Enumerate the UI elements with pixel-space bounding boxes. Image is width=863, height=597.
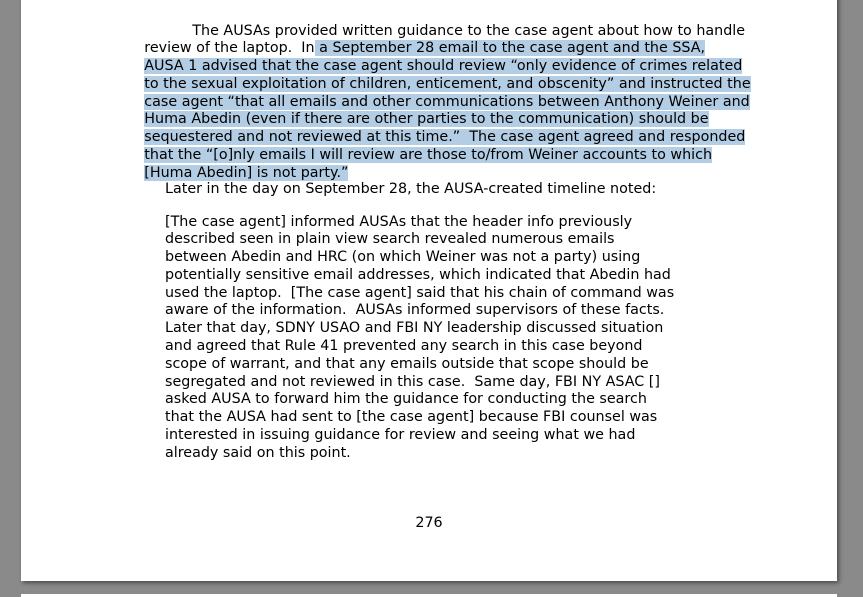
- highlighted-text: Huma Abedin (even if there are other parties to the communication) should be: [144, 111, 709, 127]
- quote-line: interested in issuing guidance for review and seeing what we had: [165, 427, 636, 443]
- quote-line: segregated and not reviewed in this case. Same day, FBI NY ASAC []: [165, 374, 660, 390]
- paragraph-timeline-intro: Later in the day on September 28, the AUSA-created timeline noted:: [165, 181, 657, 197]
- highlighted-text: that the “[o]nly emails I will review are those to/from Weiner accounts to which: [144, 147, 713, 163]
- quote-line: that the AUSA had sent to [the case agent] because FBI counsel was: [165, 409, 658, 425]
- quote-line: aware of the information. AUSAs informed supervisors of these facts.: [165, 302, 665, 318]
- quote-line: and agreed that Rule 41 prevented any search in this case beyond: [165, 338, 643, 354]
- quote-line: [The case agent] informed AUSAs that the header info previously: [165, 214, 633, 230]
- quote-line: used the laptop. [The case agent] said that his chain of command was: [165, 285, 675, 301]
- quote-line: potentially sensitive email addresses, which indicated that Abedin had: [165, 267, 671, 283]
- highlighted-text: [Huma Abedin] is not party.”: [144, 165, 349, 181]
- quote-line: already said on this point.: [165, 445, 351, 461]
- quote-line: asked AUSA to forward him the guidance for conducting the search: [165, 391, 647, 407]
- quote-line: between Abedin and HRC (on which Weiner was not a party) using: [165, 249, 641, 265]
- highlighted-text: sequestered and not reviewed at this time.” The case agent agreed and responded: [144, 129, 746, 145]
- highlighted-text: a September 28 email to the case agent and the SSA,: [314, 40, 706, 56]
- quote-line: described seen in plain view search revealed numerous emails: [165, 231, 615, 247]
- highlighted-text: to the sexual exploitation of children, enticement, and obscenity” and instructed the: [144, 76, 751, 92]
- text-run: The AUSAs provided written guidance to the case agent about how to handle: [192, 23, 746, 39]
- document-page: [21, 0, 837, 581]
- highlighted-text: AUSA 1 advised that the case agent should review “only evidence of crimes related: [144, 58, 743, 74]
- page-number: 276: [415, 515, 443, 531]
- highlighted-text: case agent “that all emails and other communications between Anthony Weiner and: [144, 94, 750, 110]
- quote-line: scope of warrant, and that any emails outside that scope should be: [165, 356, 649, 372]
- text-run: review of the laptop. In: [144, 40, 315, 56]
- quote-line: Later that day, SDNY USAO and FBI NY leadership discussed situation: [165, 320, 664, 336]
